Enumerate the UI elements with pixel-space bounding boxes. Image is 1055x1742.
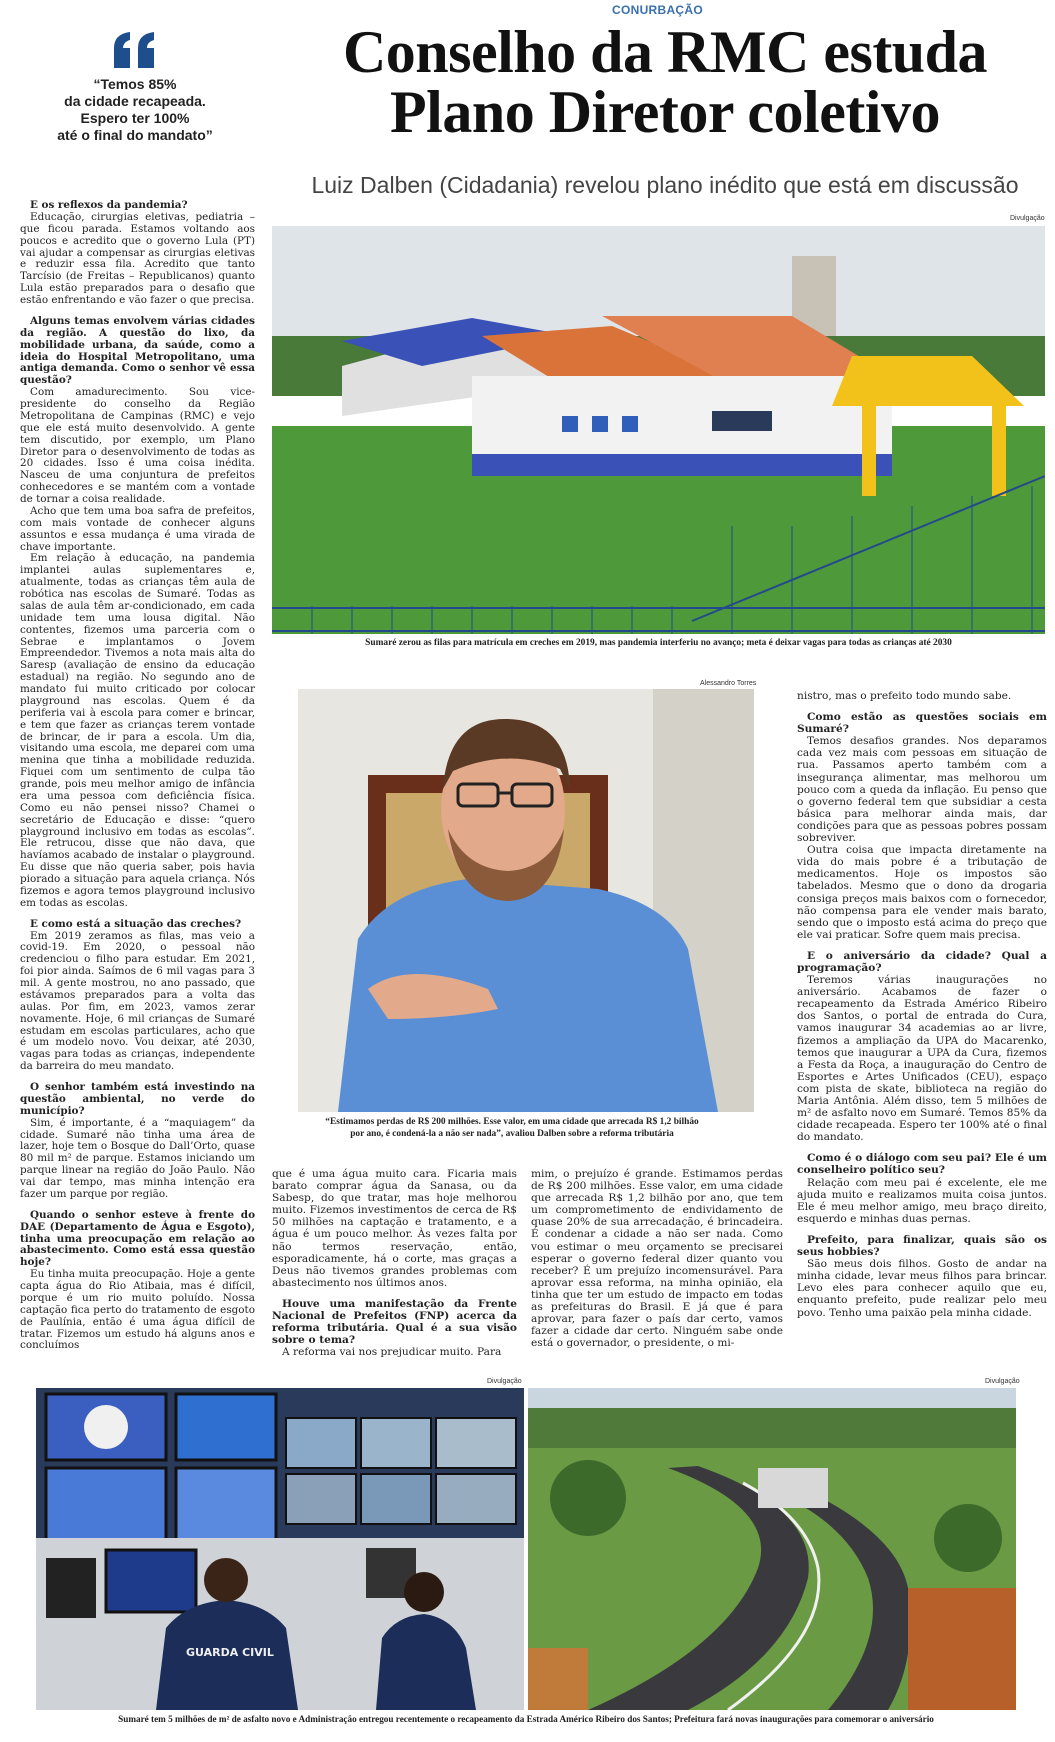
guarda-civil-badge: GUARDA CIVIL [186, 1646, 274, 1659]
portrait-caption [272, 1116, 752, 1140]
interview-answer: Temos desafios grandes. Nos deparamos cada vez mais com pessoas em situação de rua. Passamos aperto também com a insegurança alimentar, mas melhorou um pouco com a queda da inflação. Eu penso que o governo federal tem que subsidiar a cesta básica para melhorar ainda mais, dar condições para que as pessoas pobres possam sobreviver. [797, 735, 1047, 845]
bottom-caption: Sumaré tem 5 milhões de m² de asfalto novo e Administração entregou recentemente o recapeamento da Estrada Américo Ribeiro dos Santos; Prefeitura fará novas inaugurações para comemorar o aniversário [118, 1714, 934, 1724]
headline-line-2: Plano Diretor coletivo [390, 79, 940, 145]
photo-credit: Divulgação [985, 1378, 1020, 1385]
interview-answer: Acho que tem uma boa safra de prefeitos, com mais vontade de conhecer alguns assuntos e essa mudança é uma virada de chave importante. [20, 504, 255, 553]
pull-quote-line: “Temos 85% [93, 76, 177, 92]
caption-line: por ano, é condená-la a não ser nada”, avaliou Dalben sobre a reforma tributária [350, 1129, 674, 1139]
interview-question: Como estão as questões sociais em Sumaré? [797, 711, 1047, 736]
section-label: CONURBAÇÃO [612, 3, 703, 17]
daycare-photo [272, 226, 1045, 634]
pull-quote-line: até o final do mandato” [57, 127, 213, 143]
interview-answer: mim, o prejuízo é grande. Estimamos perdas de R$ 200 milhões. Esse valor, em uma cidade que arrecada R$ 1,2 bilhão por ano, que tem um comprometimento de endividamento de quase 20% de sua arrecadação, é brincadeira. É condenar a cidade a não ser nada. Como vou estimar o meu orçamento se precisarei esperar o governo federal dizer quanto vou receber? É um prejuízo incomensurável. Para aprovar essa reforma, na minha opinião, ela tinha que ter um estudo de impacto em todas as prefeituras do Brasil. E já que é para aprovar, para fazer o país dar certo, vamos fazer a cidade dar certo. Ninguém sabe onde está o governador, o presidente, o mi- [531, 1168, 783, 1350]
interview-question: E os reflexos da pandemia? [30, 199, 188, 211]
photo-credit: Alessandro Torres [700, 680, 757, 687]
interview-question: Houve uma manifestação da Frente Nacional de Prefeitos (FNP) acerca da reforma tributária. Qual é a sua visão sobre o tema? [272, 1297, 517, 1347]
subheadline: Luiz Dalben (Cidadania) revelou plano inédito que está em discussão [311, 172, 1019, 198]
interview-question: E o aniversário da cidade? Qual a programação? [797, 949, 1047, 974]
monitoring-photo [36, 1388, 524, 1710]
photo-credit: Divulgação [1010, 215, 1045, 222]
interview-answer: que é uma água muito cara. Ficaria mais barato comprar água da Sanasa, ou da Sabesp, do que tratar, mas hoje melhorou muito. Fizemos investimentos de cerca de R$ 50 milhões na captação e tratamento, e a água é um pouco melhor. Às vezes falta por não termos reservação, então, esporadicamente, há o corte, mas graças a Deus não tivemos grandes problemas com abastecimento nos últimos anos. [272, 1168, 517, 1289]
interview-answer: Eu tinha muita preocupação. Hoje a gente capta água do Rio Atibaia, mas é difícil, porque é um rio muito poluído. Nossa captação fica perto do tratamento de esgoto de Paulínia, então é uma água difícil de tratar. Fizemos um estudo há alguns anos e concluímos [20, 1268, 255, 1352]
article-column-4 [797, 690, 1047, 1319]
road-photo [528, 1388, 1016, 1710]
interview-question: O senhor também está investindo na questão ambiental, no verde do município? [20, 1081, 255, 1117]
caption-line: “Estimamos perdas de R$ 200 milhões. Esse valor, em uma cidade que arrecada R$ 1,2 bilhão [325, 1117, 699, 1127]
interview-question: Alguns temas envolvem várias cidades da região. A questão do lixo, da mobilidade urbana, da saúde, como a ideia do Hospital Metropolitano, uma antiga demanda. Como o senhor vê essa questão? [20, 314, 255, 387]
interview-answer: Sim, é importante, é a “maquiagem” da cidade. Sumaré não tinha uma área de lazer, hoje tem o Bosque do Dall’Orto, quase 80 mil m² de parque. Estamos iniciando um parque linear na região do João Paulo. Não vai dar tempo, mas minha intenção era fazer um parque por região. [20, 1116, 255, 1200]
interview-answer: Em relação à educação, na pandemia implantei aulas suplementares e, atualmente, todas as crianças têm aula de robótica nas escolas de Sumaré. Todas as salas de aula têm ar-condicionado, em cada unidade tem uma lousa digital. Não contentes, fizemos uma parceria com o Sebrae e implantamos o Jovem Empreendedor. Tivemos a nota mais alta do Saresp (avaliação de ensino da educação estadual) na região. No segundo ano de mandato fui muito criticado por colocar playground nas escolas. Quem é da periferia vai à escola para comer e brincar, e tem que fazer as crianças terem vontade de brincar, de ir para a escola. Um dia, visitando uma escola, me deparei com uma menina que tinha a mobilidade reduzida. Fiquei com um sentimento de culpa tão grande, pois meu melhor amigo de infância era uma pessoa com deficiência física. Como eu não pensei nisso? Chamei o secretário de Educação e disse: “quero playground inclusivo em todas as escolas”. Ele retrucou, disse que não dava, que havíamos acabado de instalar o playground. Eu disse que não queria saber, pois havia piorado a situação para aquela criança. Nós fizemos e agora temos playground inclusivo em todas as escolas. [20, 552, 255, 909]
interview-question: Prefeito, para finalizar, quais são os seus hobbies? [797, 1233, 1047, 1259]
pull-quote [55, 76, 215, 144]
interview-question: Como é o diálogo com seu pai? Ele é um conselheiro político seu? [797, 1152, 1047, 1177]
interview-question: Quando o senhor esteve à frente do DAE (Departamento de Água e Esgoto), tinha uma preocupação em relação ao abastecimento. Como está essa questão hoje? [20, 1208, 255, 1269]
headline-line-1: Conselho da RMC estuda [342, 19, 988, 85]
pull-quote-line: Espero ter 100% [80, 110, 190, 126]
photo-credit: Divulgação [487, 1378, 522, 1385]
interview-answer: Relação com meu pai é excelente, ele me ajuda muito e realizamos muita coisa juntos. Ele é meu melhor amigo, meu braço direito, esquerdo e minhas duas pernas. [797, 1176, 1047, 1225]
article-column-1 [20, 200, 255, 1352]
interview-answer: A reforma vai nos prejudicar muito. Para [282, 1346, 502, 1359]
interview-answer: Em 2019 zeramos as filas, mas veio a covid-19. Em 2020, o pessoal não credenciou o filho para estudar. Em 2021, foi pior ainda. Saímos de 6 mil vagas para 3 mil. A gente mostrou, no ano passado, que estávamos preparados para a volta das aulas. Por fim, em 2023, vamos zerar novamente. Hoje, 6 mil crianças de Sumaré estudam em escolas particulares, acho que é um modelo novo. Vou deixar, até 2030, vagas para todas as crianças, independente da barreira do meu mandato. [20, 929, 255, 1073]
portrait-photo [298, 689, 754, 1112]
headline [285, 19, 1045, 145]
article-column-3 [531, 1168, 783, 1349]
interview-answer: São meus dois filhos. Gosto de andar na minha cidade, levar meus filhos para brincar. Levo eles para conhecer aquilo que eu, enquanto prefeito, pude realizar pelo meu povo. Tenho uma paixão pela minha cidade. [797, 1258, 1047, 1319]
article-column-2 [272, 1168, 517, 1358]
quote-icon [112, 30, 158, 70]
interview-answer: nistro, mas o prefeito todo mundo sabe. [797, 690, 1012, 702]
interview-answer: Teremos várias inaugurações no aniversário. Acabamos de fazer o recapeamento da Estrada Américo Ribeiro dos Santos, o portal de entrada do Cura, vamos inaugurar 34 academias ao ar livre, fizemos a ampliação da UPA do Macarenko, temos que inaugurar a UPA da Cura, fizemos a Festa da Roça, a inauguração do Centro de Esportes e Artes Unificados (CEU), espaço com pista de skate, biblioteca na região do Maria Antônia. Além disso, tem 5 milhões de m² de asfalto novo em Sumaré. Temos 85% da cidade recapeada. Espero ter 100% até o final do mandato. [797, 974, 1047, 1144]
interview-answer: Outra coisa que impacta diretamente na vida do mais pobre é a tributação de medicamentos. Hoje os impostos são tabelados. Mesmo que o dono da drogaria consiga preços mais baixos com o fornecedor, não compensa para ele vender mais barato, sendo que o imposto está acima do preço que ele vai praticar. Sofre quem mais precisa. [797, 844, 1047, 941]
interview-answer: Com amadurecimento. Sou vice-presidente do conselho da Região Metropolitana de Campinas (RMC) e vejo que ele está muito desenvolvido. A gente tem discutido, por exemplo, um Plano Diretor para o desenvolvimento de todas as 20 cidades. Isso é uma coisa inédita. Nasceu de uma conjuntura de prefeitos conhecedores e se mantém com a vontade de tornar a coisa realidade. [20, 386, 255, 505]
pull-quote-line: da cidade recapeada. [64, 93, 206, 109]
daycare-caption: Sumaré zerou as filas para matrícula em creches em 2019, mas pandemia interferiu no avanço; meta é deixar vagas para todas as crianças até 2030 [365, 638, 952, 648]
interview-question: E como está a situação das creches? [30, 917, 242, 930]
interview-answer: Educação, cirurgias eletivas, pediatria – que ficou parada. Estamos voltando aos poucos e acredito que o governo Lula (PT) vai ajudar a compensar as cirurgias eletivas e reduzir essa fila. Acredito que tanto Tarcísio (de Freitas – Republicanos) quanto Lula estão preparados para o desafio que estão enfrentando e vão fazer o que precisa. [20, 210, 255, 306]
